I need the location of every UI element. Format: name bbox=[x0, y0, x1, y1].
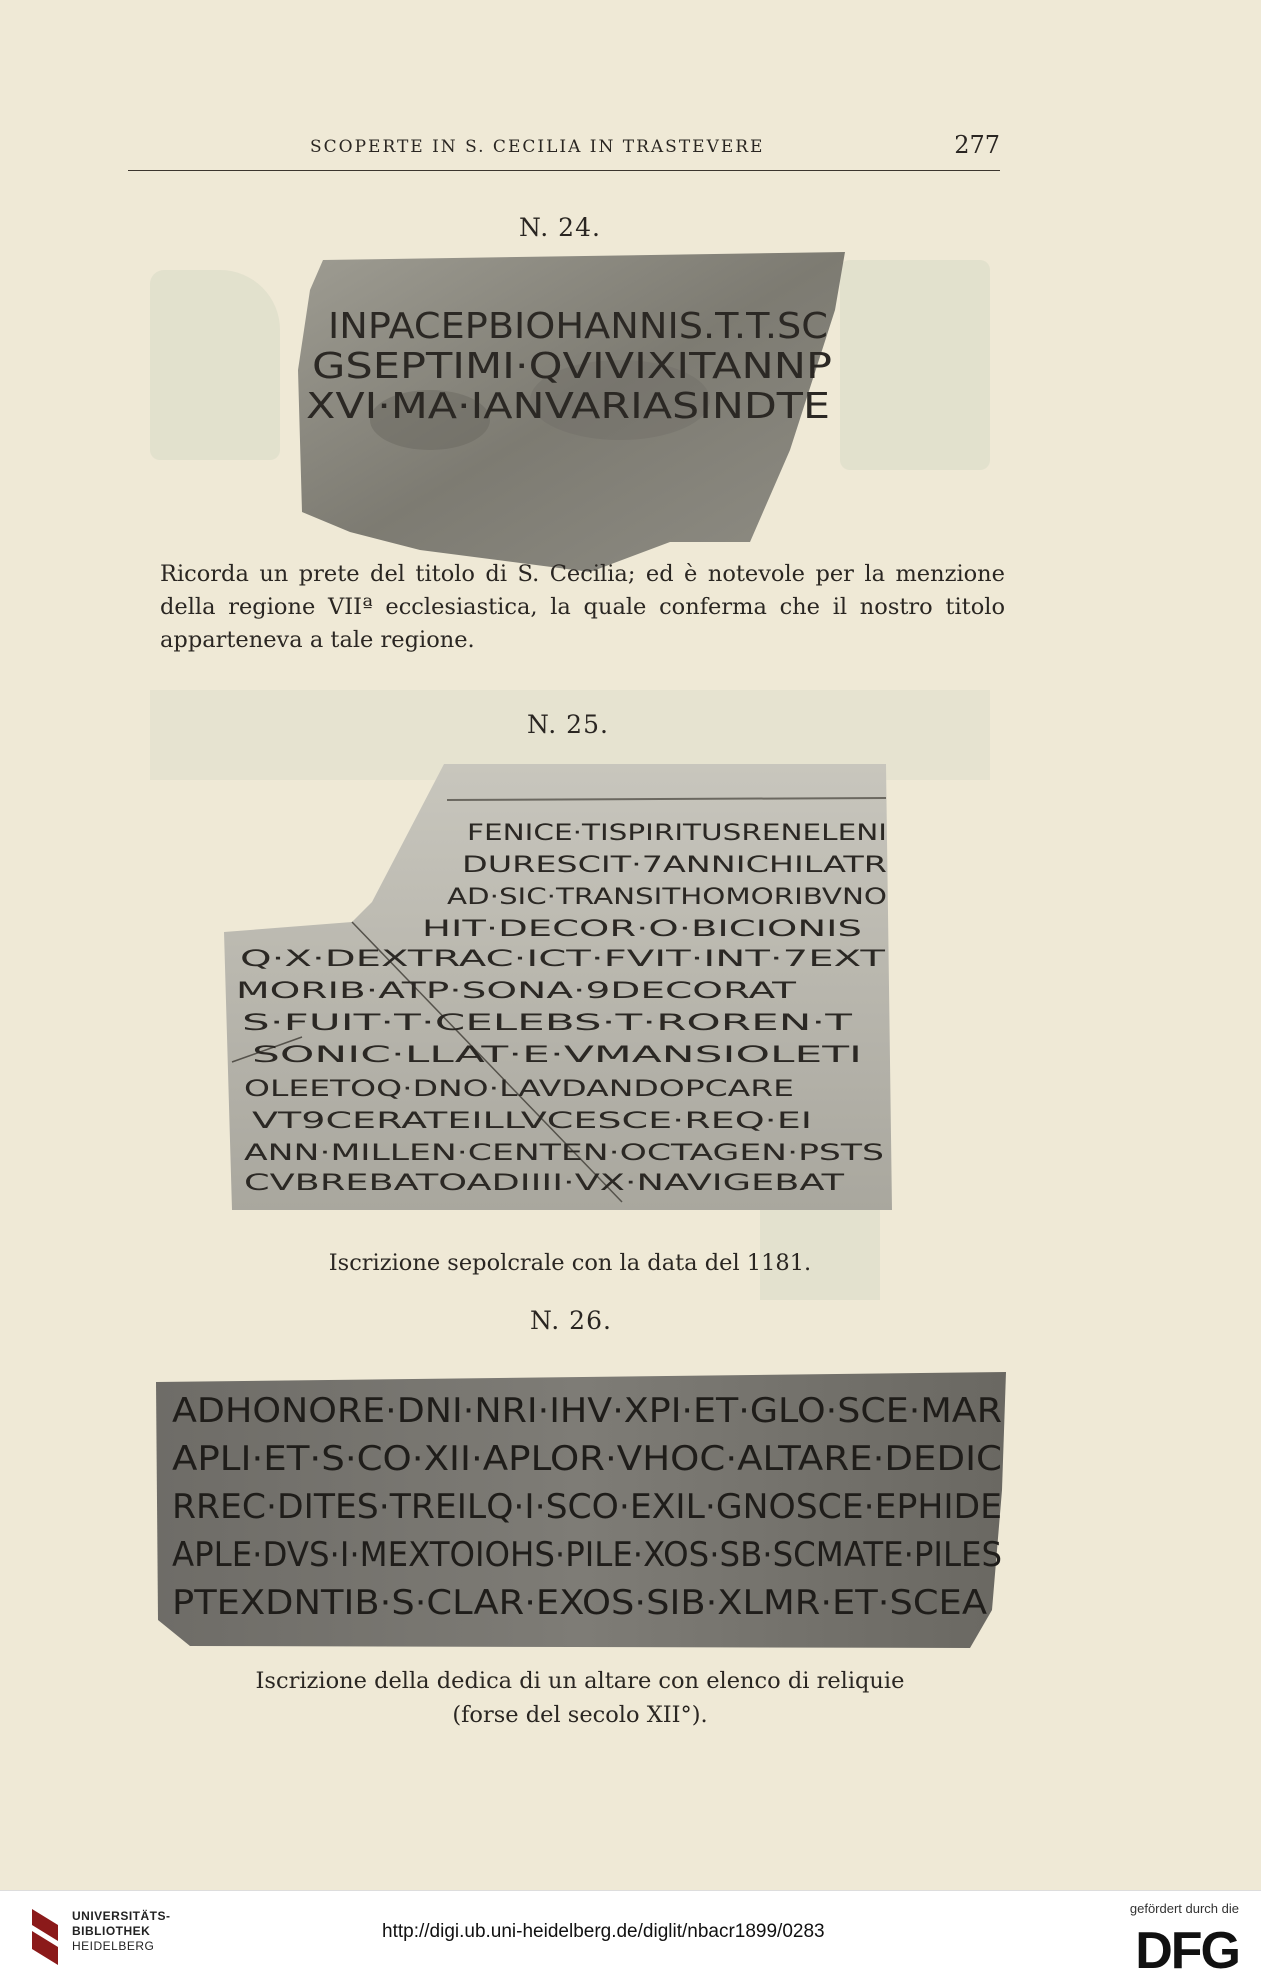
inscription-line: SONIC·LLAT·E·VMANSIOLETI bbox=[252, 1043, 862, 1068]
inscription-line: DURESCIT·7ANNICHILATR bbox=[462, 853, 887, 878]
plate-label-25: N. 25. bbox=[527, 710, 609, 739]
inscription-line: RREC·DITES·TREILQ·I·SCO·EXIL·GNOSCE·EPHIDE bbox=[172, 1487, 1002, 1527]
inscription-line: Q·X·DEXTRAC·ICT·FVIT·INT·7EXT bbox=[240, 947, 887, 972]
inscription-line: VT9CERATEILLVCESCE·REQ·EI bbox=[252, 1109, 812, 1134]
inscription-line: ANN·MILLEN·CENTEN·OCTAGEN·PSTS bbox=[244, 1141, 884, 1166]
running-title: SCOPERTE IN S. CECILIA IN TRASTEVERE bbox=[310, 137, 765, 157]
header-rule bbox=[128, 170, 1000, 171]
university-library-logo-icon[interactable] bbox=[28, 1907, 62, 1969]
dfg-logo[interactable]: DFG bbox=[1135, 1922, 1239, 1980]
caption-26-line1: Iscrizione della dedica di un altare con elenco di reliquie bbox=[255, 1668, 905, 1694]
library-line-2: BIBLIOTHEK bbox=[72, 1924, 151, 1938]
library-line-1: UNIVERSITÄTS- bbox=[72, 1909, 171, 1923]
bleed-through-right bbox=[840, 260, 990, 470]
inscription-line: HIT·DECOR·O·BICIONIS bbox=[422, 917, 862, 942]
plate-label-24: N. 24. bbox=[519, 213, 601, 242]
inscription-line: APLI·ET·S·CO·XII·APLOR·VHOC·ALTARE·DEDIC bbox=[172, 1439, 1002, 1479]
bleed-through-left bbox=[150, 270, 280, 460]
inscription-line: S·FUIT·T·CELEBS·T·ROREN·T bbox=[242, 1011, 854, 1036]
inscription-line: MORIB·ATP·SONA·9DECORAT bbox=[236, 979, 797, 1004]
plate-label-26: N. 26. bbox=[530, 1306, 612, 1335]
caption-26-line2: (forse del secolo XII°). bbox=[452, 1702, 708, 1728]
funded-by-label: gefördert durch die bbox=[1129, 1901, 1239, 1916]
inscription-line: CVBREBATOADIIII·VX·NAVIGEBAT bbox=[244, 1171, 845, 1196]
inscription-line: GSEPTIMI·QVIVIXITANNP bbox=[312, 346, 832, 387]
inscription-line: ADHONORE·DNI·NRI·IHV·XPI·ET·GLO·SCE·MAR bbox=[172, 1391, 1002, 1431]
inscription-line: PTEXDNTIB·S·CLAR·EXOS·SIB·XLMR·ET·SCEA bbox=[172, 1583, 987, 1623]
inscription-photo-25 bbox=[222, 762, 894, 1212]
inscription-line: INPACEPBIOHANNIS.T.T.SC bbox=[328, 306, 828, 347]
running-head bbox=[130, 131, 1000, 161]
viewer-footer bbox=[0, 1890, 1261, 1983]
inscription-line: APLE·DVS·I·MEXTOIOHS·PILE·XOS·SB·SCMATE·PILES bbox=[172, 1535, 1002, 1575]
commentary-paragraph: Ricorda un prete del titolo di S. Cecilia; ed è notevole per la menzione della regione VIIª ecclesiastica, la quale conferma che il nostro titolo apparteneva a tale regione. bbox=[160, 561, 1005, 653]
permalink-url[interactable]: http://digi.ub.uni-heidelberg.de/diglit/nbacr1899/0283 bbox=[382, 1921, 825, 1942]
inscription-line: FENICE·TISPIRITUSRENELENI bbox=[467, 821, 887, 846]
inscription-photo-24 bbox=[290, 250, 850, 580]
inscription-line: XVI·MA·IANVARIASINDTE bbox=[306, 386, 830, 427]
library-line-3: HEIDELBERG bbox=[72, 1939, 155, 1953]
page-number: 277 bbox=[954, 131, 1000, 159]
inscription-line: OLEETOQ·DNO·LAVDANDOPCARE bbox=[244, 1077, 794, 1102]
caption-25: Iscrizione sepolcrale con la data del 1181. bbox=[328, 1250, 812, 1276]
inscription-photo-26 bbox=[150, 1370, 1010, 1650]
inscription-line: AD·SIC·TRANSITHOMORIBVNO bbox=[447, 885, 887, 910]
library-name[interactable] bbox=[72, 1909, 171, 1954]
